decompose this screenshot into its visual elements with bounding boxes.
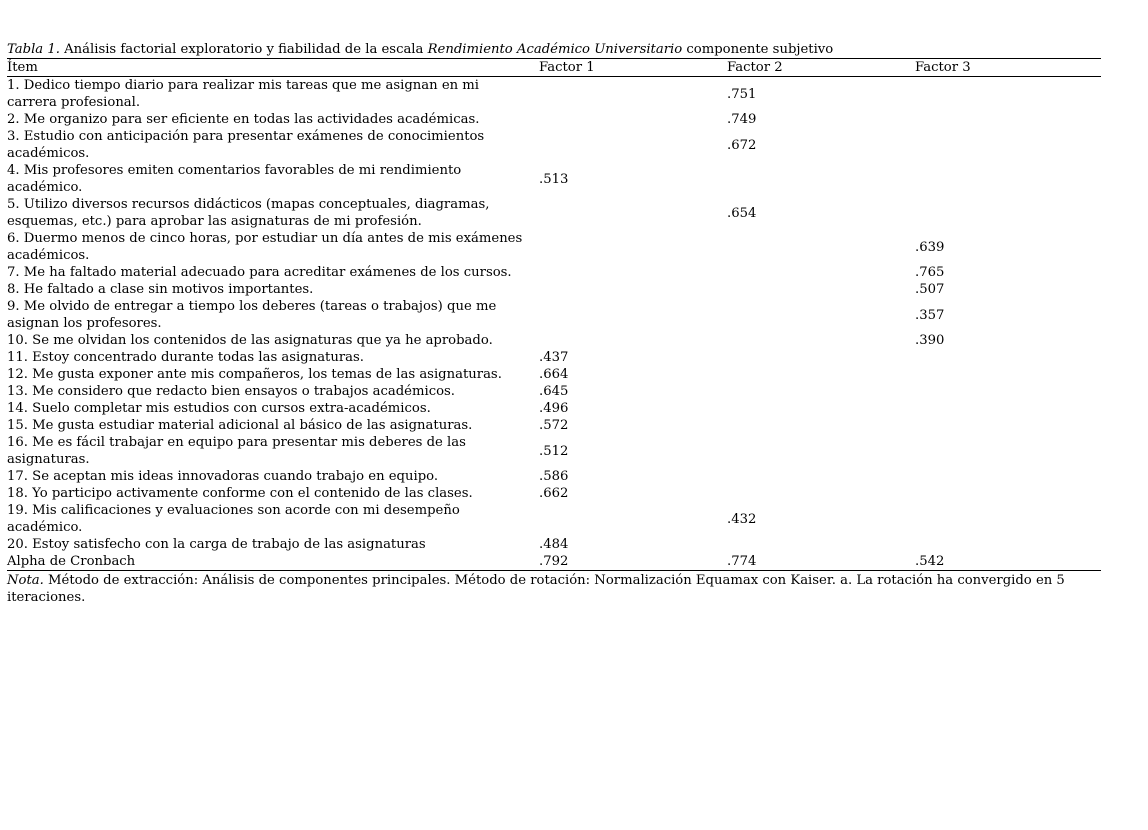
factor-2-loading <box>726 485 914 502</box>
table-row <box>7 536 1101 553</box>
item-text: 13. Me considero que redacto bien ensayos o trabajos académicos. <box>7 384 455 399</box>
item-text: 18. Yo participo activamente conforme con el contenido de las clases. <box>7 486 473 501</box>
factor-2-loading: .654 <box>727 205 757 221</box>
factor-1-loading <box>538 332 726 349</box>
table-caption <box>7 41 1101 58</box>
item-text: 6. Duermo menos de cinco horas, por estudiar un día antes de mis exámenes académicos. <box>7 231 523 263</box>
item-text: 5. Utilizo diversos recursos didácticos (mapas conceptuales, diagramas, esquemas, etc.) para aprobar las asignaturas de mi profesión. <box>7 197 490 229</box>
factor-3-loading <box>914 417 1101 434</box>
factor-1-loading: .496 <box>539 401 569 416</box>
table-row <box>7 349 1101 366</box>
factor-2-loading <box>726 281 914 298</box>
table-row <box>7 332 1101 349</box>
item-text: 17. Se aceptan mis ideas innovadoras cuando trabajo en equipo. <box>7 469 439 484</box>
factor-1-loading <box>538 128 726 162</box>
document <box>7 41 1101 606</box>
table-row <box>7 162 1101 196</box>
factor-3-loading: .390 <box>915 333 945 348</box>
factor-2-loading <box>726 332 914 349</box>
factor-1-loading: .645 <box>539 384 569 399</box>
table-body <box>7 77 1101 571</box>
item-text: 4. Mis profesores emiten comentarios favorables de mi rendimiento académico. <box>7 163 462 195</box>
table-row <box>7 434 1101 468</box>
factor-2-loading: .751 <box>727 86 757 102</box>
item-text: 14. Suelo completar mis estudios con cursos extra-académicos. <box>7 401 431 416</box>
factor-1-loading: .512 <box>539 443 569 459</box>
table-row <box>7 230 1101 264</box>
item-text: 15. Me gusta estudiar material adicional al básico de las asignaturas. <box>7 418 473 433</box>
factor-2-loading: .432 <box>727 511 757 527</box>
factor-2-loading <box>726 349 914 366</box>
factor-3-loading <box>914 162 1101 196</box>
factor-3-loading <box>914 77 1101 112</box>
factor-2-loading <box>726 536 914 553</box>
factor-3-loading <box>914 468 1101 485</box>
factor-1-loading: .437 <box>539 350 569 365</box>
table-header <box>7 59 1101 77</box>
factor-3-loading <box>914 111 1101 128</box>
header-item: Ítem <box>7 59 538 77</box>
header-row <box>7 59 1101 77</box>
factor-3-loading: .639 <box>915 239 945 255</box>
table-caption-label: Tabla 1. <box>7 42 60 57</box>
factor-1-loading <box>538 298 726 332</box>
item-text: 20. Estoy satisfecho con la carga de trabajo de las asignaturas <box>7 537 426 552</box>
factor-3-loading <box>914 502 1101 536</box>
factor-2-loading <box>726 264 914 281</box>
factor-3-loading <box>914 349 1101 366</box>
table-row <box>7 128 1101 162</box>
table-row <box>7 485 1101 502</box>
factor-3-loading <box>914 536 1101 553</box>
factor-3-loading <box>914 434 1101 468</box>
factor-3-loading: .507 <box>915 282 945 297</box>
factor-1-loading: .484 <box>539 537 569 552</box>
factor-2-loading <box>726 162 914 196</box>
factor-1-loading: .572 <box>539 418 569 433</box>
factor-2-loading <box>726 468 914 485</box>
table-row <box>7 196 1101 230</box>
factor-table <box>7 58 1101 571</box>
factor-3-loading <box>914 485 1101 502</box>
factor-1-loading: .792 <box>538 553 726 571</box>
factor-1-loading: .664 <box>539 367 569 382</box>
factor-1-loading: .662 <box>539 486 569 501</box>
factor-3-loading <box>914 128 1101 162</box>
item-text: 12. Me gusta exponer ante mis compañeros, los temas de las asignaturas. <box>7 367 502 382</box>
factor-2-loading <box>726 417 914 434</box>
table-row <box>7 366 1101 383</box>
item-text: 11. Estoy concentrado durante todas las asignaturas. <box>7 350 364 365</box>
factor-3-loading <box>914 366 1101 383</box>
factor-1-loading: .513 <box>539 171 569 187</box>
table-row <box>7 77 1101 112</box>
item-text: 3. Estudio con anticipación para presentar exámenes de conocimientos académicos. <box>7 129 485 161</box>
table-row <box>7 502 1101 536</box>
item-text: 9. Me olvido de entregar a tiempo los deberes (tareas o trabajos) que me asignan los profesores. <box>7 299 497 331</box>
factor-3-loading <box>914 196 1101 230</box>
item-text: 10. Se me olvidan los contenidos de las asignaturas que ya he aprobado. <box>7 333 493 348</box>
factor-2-loading: .672 <box>727 137 757 153</box>
factor-1-loading <box>538 111 726 128</box>
factor-2-loading <box>726 400 914 417</box>
table-row <box>7 468 1101 485</box>
table-row <box>7 298 1101 332</box>
item-text: 19. Mis calificaciones y evaluaciones son acorde con mi desempeño académico. <box>7 503 460 535</box>
factor-3-loading <box>914 383 1101 400</box>
table-row <box>7 553 1101 571</box>
factor-1-loading <box>538 281 726 298</box>
factor-3-loading <box>914 400 1101 417</box>
table-caption-suffix: componente subjetivo <box>682 42 834 57</box>
item-text: 2. Me organizo para ser eficiente en todas las actividades académicas. <box>7 112 480 127</box>
factor-1-loading <box>538 502 726 536</box>
item-text: 8. He faltado a clase sin motivos importantes. <box>7 282 314 297</box>
table-row <box>7 111 1101 128</box>
factor-2-loading <box>726 434 914 468</box>
item-text: 16. Me es fácil trabajar en equipo para presentar mis deberes de las asignaturas. <box>7 435 466 467</box>
factor-3-loading: .542 <box>914 553 1101 571</box>
table-row <box>7 400 1101 417</box>
table-row <box>7 417 1101 434</box>
item-text: 1. Dedico tiempo diario para realizar mis tareas que me asignan en mi carrera profesional. <box>7 78 480 110</box>
factor-1-loading: .586 <box>539 469 569 484</box>
header-factor-3: Factor 3 <box>914 59 1101 77</box>
item-text: 7. Me ha faltado material adecuado para acreditar exámenes de los cursos. <box>7 265 512 280</box>
header-factor-1: Factor 1 <box>538 59 726 77</box>
factor-1-loading <box>538 264 726 281</box>
factor-2-loading <box>726 230 914 264</box>
factor-1-loading <box>538 230 726 264</box>
table-caption-text: Análisis factorial exploratorio y fiabilidad de la escala <box>59 42 428 57</box>
table-note-text: Método de extracción: Análisis de componentes principales. Método de rotación: Normalización Equamax con Kaiser. a. La rotación ha convergido en 5 iteraciones. <box>7 573 1065 605</box>
factor-2-loading <box>726 383 914 400</box>
item-text: Alpha de Cronbach <box>7 553 538 571</box>
table-note-label: Nota. <box>7 573 44 588</box>
factor-3-loading: .357 <box>915 307 945 323</box>
scale-name: Rendimiento Académico Universitario <box>427 42 683 57</box>
table-note <box>7 571 1101 606</box>
table-row <box>7 383 1101 400</box>
factor-2-loading <box>726 366 914 383</box>
factor-2-loading: .774 <box>726 553 914 571</box>
factor-2-loading: .749 <box>727 112 757 127</box>
factor-2-loading <box>726 298 914 332</box>
factor-3-loading: .765 <box>915 265 945 280</box>
table-row <box>7 264 1101 281</box>
table-row <box>7 281 1101 298</box>
header-factor-2: Factor 2 <box>726 59 914 77</box>
factor-1-loading <box>538 77 726 112</box>
factor-1-loading <box>538 196 726 230</box>
